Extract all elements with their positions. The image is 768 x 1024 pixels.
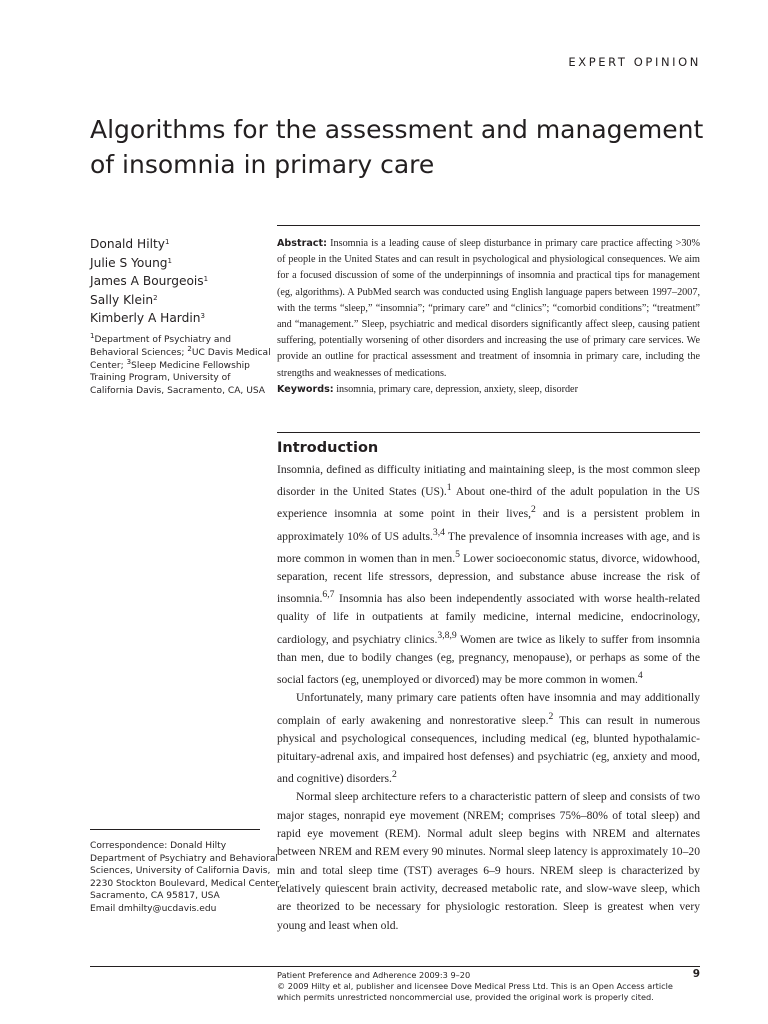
affiliations: $^1$Department of Psychiatry and Behavioral Sciences; $^2$UC Davis Medical Center; $^3$Sleep Medicine Fellowship Training Program, University of California Davis, Sacramento, CA, USA bbox=[90, 332, 271, 397]
body-paragraph: Insomnia, defined as difficulty initiating and maintaining sleep, is the most common sleep disorder in the United States (US).$^1$ About one-third of the adult population in the US experience insomnia at some point in their lives,$^2$ and is a persistent problem in approximately 10% of US adults.$^{3,4}$ The prevalence of insomnia increases with age, and is more common in women than in men.$^5$ Lower socioeconomic status, divorce, widowhood, separation, recent life stressors, depression, and substance abuse increase the risk of insomnia.$^{6,7}$ Insomnia has also been independently associated with worse health-related quality of life in outpatients at family medicine, internal medicine, endocrinology, cardiology, and psychiatry clinics.$^{3,8,9}$ Women are twice as likely to suffer from insomnia than men, due to bodily changes (eg, pregnancy, menopause), or perhaps as some of the social factors (eg, unemployed or divorced) may be more common in women.$^4$ bbox=[277, 463, 701, 686]
body-paragraph: Unfortunately, many primary care patients often have insomnia and may additionally complain of early awakening and nonrestorative sleep.$^2$ This can result in numerous physical and psychological consequences, including medical (eg, blunted hypothalamic-pituitary-adrenal axis, and impaired host defenses) and psychiatric (eg, anxiety and mood, and cognitive) disorders.$^2$ bbox=[277, 691, 701, 786]
abstract-paragraph bbox=[277, 236, 700, 382]
citation-ref: 6,7 bbox=[322, 589, 335, 601]
page-footer bbox=[277, 970, 677, 1004]
section-heading-introduction: Introduction bbox=[277, 440, 379, 456]
keywords-text: insomnia, primary care, depression, anxiety, sleep, disorder bbox=[336, 383, 578, 395]
author-list bbox=[90, 235, 270, 328]
article-title: Algorithms for the assessment and management of insomnia in primary care bbox=[90, 115, 704, 179]
citation-ref: 3,4 bbox=[432, 526, 445, 538]
copyright-notice: © 2009 Hilty et al, publisher and licensee Dove Medical Press Ltd. This is an Open Access article bbox=[277, 981, 673, 992]
citation-ref: 3,8,9 bbox=[437, 629, 457, 641]
correspondence-rule bbox=[90, 829, 260, 830]
citation-ref: 4 bbox=[637, 670, 643, 682]
citation-ref: 5 bbox=[455, 548, 460, 560]
author: Sally Klein$^2$ bbox=[90, 292, 158, 307]
author: Julie S Young$^1$ bbox=[90, 255, 173, 270]
correspondence: Correspondence: Donald Hilty Department of Psychiatry and Behavioral Sciences, University of California Davis, 2230 Stockton Boulevard, Medical Center, Sacramento, CA 95817, USA Email dmhilty@ucdavis.edu bbox=[90, 841, 282, 914]
keywords-label: Keywords: bbox=[277, 383, 334, 395]
author: Kimberly A Hardin$^3$ bbox=[90, 311, 205, 326]
citation-ref: 1 bbox=[446, 482, 452, 494]
keywords bbox=[277, 382, 700, 398]
citation-ref: 2 bbox=[548, 710, 554, 722]
body-paragraph: Normal sleep architecture refers to a characteristic pattern of sleep and consists of two major stages, nonrapid eye movement (NREM; comprises 75%–80% of total sleep) and rapid eye movement (REM). Normal adult sleep begins with NREM and alternates between NREM and REM every 90 minutes. Normal sleep latency is approximately 10–20 min and total sleep time (TST) averages 6–9 hours. NREM sleep is characterized by relatively quiescent brain activity, decreased metabolic rate, and slow-wave sleep, which are theorized to be necessary for physiologic restoration. Sleep is greatest when very young and least when old. bbox=[277, 790, 700, 932]
author: Donald Hilty$^1$ bbox=[90, 237, 170, 251]
abstract-label: Abstract: bbox=[277, 238, 327, 249]
citation-ref: 2 bbox=[530, 504, 536, 516]
abstract bbox=[277, 236, 700, 398]
footer-rule bbox=[90, 966, 700, 967]
journal-citation: Patient Preference and Adherence 2009:3 9–20 bbox=[277, 970, 471, 980]
article-body bbox=[277, 461, 700, 935]
abstract-top-rule bbox=[277, 225, 700, 226]
abstract-text: Insomnia is a leading cause of sleep disturbance in primary care practice affecting >30% of people in the United States and can result in psychological and physiological consequences. We aim for a focused discussion of some of the underpinnings of insomnia and practical tips for management (eg, algorithms). A PubMed search was conducted using English language papers between 1997–2007, with the terms “sleep,” “insomnia”; “primary care” and “clinics”; “comorbid conditions”; “treatment” and “management.” Sleep, psychiatric and medical disorders significantly affect sleep, causing patient suffering, potentially worsening of other disorders and increasing the use of primary care services. We provide an outline for practical assessment and treatment of insomnia in primary care, including the strengths and weaknesses of medications. bbox=[277, 238, 701, 379]
page-number: 9 bbox=[692, 968, 700, 980]
author: James A Bourgeois$^1$ bbox=[90, 274, 209, 289]
section-label: EXPERT OPINION bbox=[568, 55, 701, 69]
license-notice: which permits unrestricted noncommercial use, provided the original work is properly cited. bbox=[277, 992, 654, 1003]
abstract-bottom-rule bbox=[277, 432, 700, 433]
citation-ref: 2 bbox=[391, 769, 397, 781]
correspondence-email[interactable]: Email dmhilty@ucdavis.edu bbox=[90, 903, 217, 914]
